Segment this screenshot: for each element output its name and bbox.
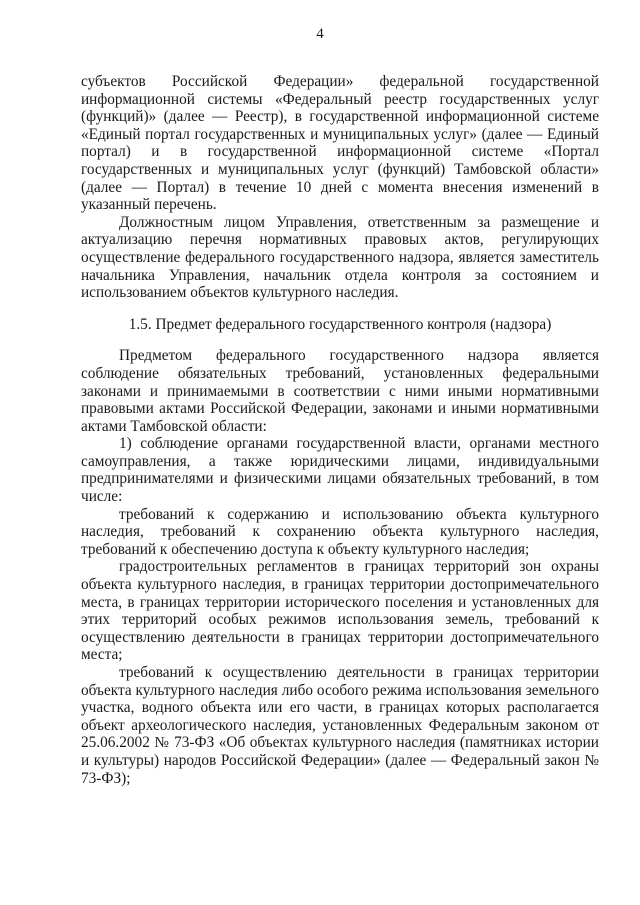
list-item-1: 1) соблюдение органами государственной власти, органами местного самоуправления, а также юридическими лицами, индивидуальными предпринимателями и физическими лицами обязательных требований, в том числе: xyxy=(81,435,599,506)
paragraph-requirements-content: требований к содержанию и использованию объекта культурного наследия, требований к сохранению объекта культурного наследия, требований к обеспечению доступа к объекту культурного наследия; xyxy=(81,505,599,558)
paragraph-continuation: субъектов Российской Федерации» федеральной государственной информационной системы «Федеральный реестр государственных услуг (функций)» (далее — Реестр), в государственной информационной системе «Единый портал государственных и муниципальных услуг» (далее — Единый портал) и в государственной информационной системе «Портал государственных и муниципальных услуг (функций) Тамбовской области» (далее — Портал) в течение 10 дней с момента внесения изменений в указанный перечень. xyxy=(81,73,599,214)
section-heading: 1.5. Предмет федерального государственного контроля (надзора) xyxy=(128,315,552,333)
paragraph-responsible-official: Должностным лицом Управления, ответственным за размещение и актуализацию перечня нормативных правовых актов, регулирующих осуществление федерального государственного надзора, является заместитель начальника Управления, начальник отдела контроля за состоянием и использованием объектов культурного наследия. xyxy=(81,213,599,302)
paragraph-activity-requirements: требований к осуществлению деятельности в границах территории объекта культурного наследия либо особого режима использования земельного участка, водного объекта или его части, в границах которых располагается объект археологического наследия, установленных Федеральным законом от 25.06.2002 № 73-ФЗ «Об объектах культурного наследия (памятниках истории и культуры) народов Российской Федерации» (далее — Федеральный закон № 73-ФЗ); xyxy=(81,664,599,787)
paragraph-urban-regulations: градостроительных регламентов в границах территорий зон охраны объекта культурного наследия, в границах территории достопримечательного места, в границах территории исторического поселения и установленных для этих территорий особых режимов использования земель, требований к осуществлению деятельности в границах территории достопримечательного места; xyxy=(81,558,599,664)
document-body xyxy=(81,73,599,787)
page-number: 4 xyxy=(316,26,324,42)
paragraph-subject-of-supervision: Предметом федерального государственного надзора является соблюдение обязательных требований, установленных федеральными законами и принимаемыми в соответствии с ними иными нормативными правовыми актами Российской Федерации, законами и иными нормативными актами Тамбовской области: xyxy=(81,347,599,435)
